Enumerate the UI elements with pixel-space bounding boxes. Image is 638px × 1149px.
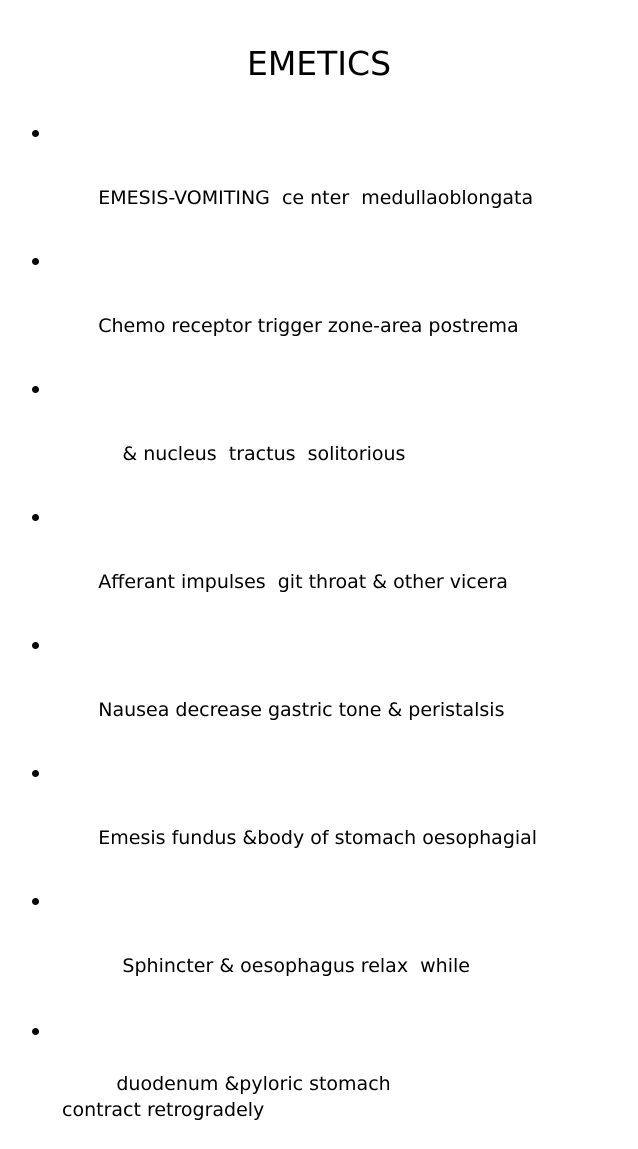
bullet-item <box>32 246 622 374</box>
bullet-dot-icon <box>32 258 39 265</box>
bullet-dot-icon <box>32 770 39 777</box>
bullet-text: Afferant impulses git throat & other vicera <box>98 571 508 593</box>
bullet-dot-icon <box>32 1028 39 1035</box>
bullet-text: & nucleus tractus solitorious <box>98 443 406 465</box>
bullet-text: EMESIS-VOMITING ce nter medullaoblongata <box>98 187 534 209</box>
bullet-text: Nausea decrease gastric tone & peristalsis <box>98 699 505 721</box>
bullet-item <box>32 118 622 246</box>
bullet-dot-icon <box>32 386 39 393</box>
bullet-dot-icon <box>32 514 39 521</box>
bullet-item <box>32 886 622 1014</box>
bullet-text: Sphincter & oesophagus relax while <box>98 955 470 977</box>
bullet-item <box>32 758 622 886</box>
bullet-text: Chemo receptor trigger zone-area postrema <box>98 315 519 337</box>
bullet-dot-icon <box>32 642 39 649</box>
bullet-text: duodenum &pyloric stomach contract retrogradely <box>62 1073 397 1121</box>
slide-title: EMETICS <box>246 44 392 83</box>
bullet-text: Emesis fundus &body of stomach oesophagial <box>98 827 538 849</box>
bullet-item <box>32 502 622 630</box>
bullet-item <box>32 374 622 502</box>
bullet-item <box>32 630 622 758</box>
bullet-dot-icon <box>32 130 39 137</box>
bullet-dot-icon <box>32 898 39 905</box>
bullet-list <box>32 118 622 1149</box>
bullet-item <box>32 1014 622 1149</box>
